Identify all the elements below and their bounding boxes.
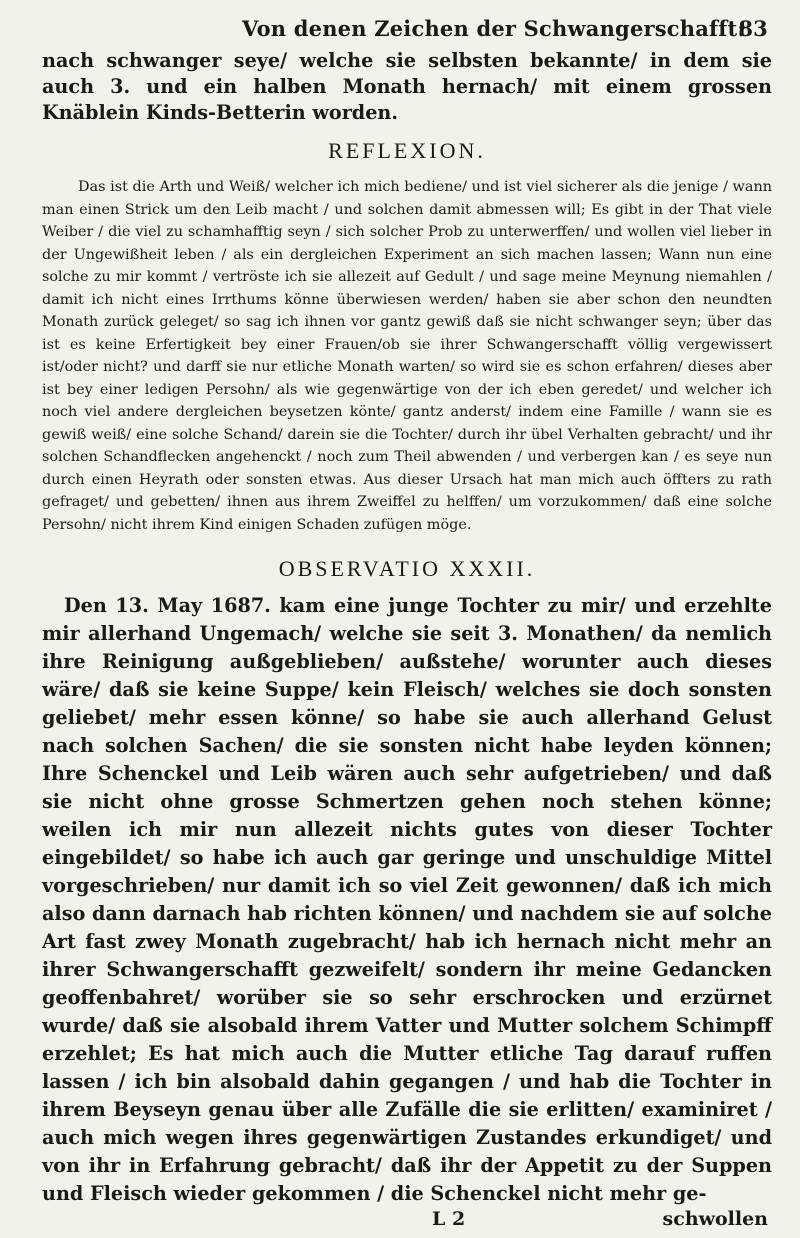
intro-paragraph: nach schwanger seye/ welche sie selbsten bekannte/ in dem sie auch 3. und ein halben Monath hernach/ mit einem grossen Knäblein Kinds-Betterin worden. — [42, 49, 772, 124]
running-title: Von denen Zeichen der Schwangerschafft: — [242, 16, 746, 41]
page-footer — [42, 1208, 772, 1238]
observatio-paragraph: Den 13. May 1687. kam eine junge Tochter zu mir/ und erzehlte mir allerhand Ungemach/ welche sie seit 3. Monathen/ da nemlich ihre Reinigung außgeblieben/ außstehe/ worunter auch dieses wäre/ daß sie keine Suppe/ kein Fleisch/ welches sie doch sonsten geliebet/ mehr essen könne/ so habe sie auch allerhand Gelust nach solchen Sachen/ die sie sonsten nicht habe leyden können; Ihre Schenckel und Leib wären auch sehr aufgetrieben/ und daß sie nicht ohne grosse Schmertzen gehen noch stehen könne; weilen ich mir nun allezeit nichts gutes von dieser Tochter eingebildet/ so habe ich auch gar geringe und unschuldige Mittel vorgeschrieben/ nur damit ich so viel Zeit gewonnen/ daß ich mich also dann darnach hab richten können/ und nachdem sie auf solche Art fast zwey Monath zugebracht/ hab ich hernach nicht mehr an ihrer Schwangerschafft gezweifelt/ sondern ihr meine Gedancken geoffenbahret/ worüber sie so sehr erschrocken und erzürnet wurde/ daß sie alsobald ihrem Vatter und Mutter solchem Schimpff erzehlet; Es hat mich auch die Mutter etliche Tag darauf ruffen lassen / ich bin alsobald dahin gegangen / und hab die Tochter in ihrem Beyseyn genau über alle Zufälle die sie erlitten/ examiniret / auch mich wegen ihres gegenwärtigen Zustandes erkundiget/ und von ihr in Erfahrung gebracht/ daß ihr der Appetit zu der Suppen und Fleisch wieder gekommen / die Schenckel nicht mehr ge- — [42, 594, 772, 1205]
book-page — [42, 8, 772, 1238]
reflexion-heading: REFLEXION. — [328, 138, 486, 163]
running-head — [42, 8, 772, 48]
reflexion-paragraph: Das ist die Arth und Weiß/ welcher ich mich bediene/ und ist viel sicherer als die jenige / wann man einen Strick um den Leib macht / und solchen damit abmessen will; Es gibt in der That viele Weiber / die viel zu schamhafftig seyn / sich solcher Prob zu unterwerffen/ und wollen viel lieber in der Ungewißheit leben / als ein dergleichen Experiment an sich machen lassen; Wann nun eine solche zu mir kommt / vertröste ich sie allezeit auf Gedult / und sage meine Meynung niemahlen / damit ich nicht eines Irrthums könne überwiesen werden/ haben sie aber schon den neundten Monath zurück geleget/ so sag ich ihnen vor gantz gewiß daß sie nicht schwanger seyn; über das ist es keine Erfertigkeit bey einer Frauen/ob sie ihrer Schwangerschafft völlig vergewissert ist/oder nicht? und darff sie nur etliche Monath warten/ so wird sie es schon erfahren/ dieses aber ist bey einer ledigen Persohn/ als wie gegenwärtige von der ich eben geredet/ und welcher ich noch viel andere dergleichen beysetzen könte/ gantz anderst/ indem eine Famille / wann sie es gewiß weiß/ eine solche Schand/ darein sie die Tochter/ durch ihr übel Verhalten gebracht/ und ihr solchen Schandflecken angehenckt / noch zum Theil abwenden / und verbergen kan / es seye nun durch einen Heyrath oder sonsten etwas. Aus dieser Ursach hat man mich auch öffters zu rath gefraget/ und gebetten/ ihnen aus ihrem Zweiffel zu helffen/ um vorzukommen/ daß eine solche Persohn/ nicht ihrem Kind einigen Schaden zufügen möge. — [42, 179, 772, 533]
page-number: 83 — [738, 16, 768, 41]
catchword: schwollen — [662, 1208, 768, 1230]
signature-mark: L 2 — [432, 1208, 466, 1230]
observatio-heading: OBSERVATIO XXXII. — [278, 556, 536, 581]
